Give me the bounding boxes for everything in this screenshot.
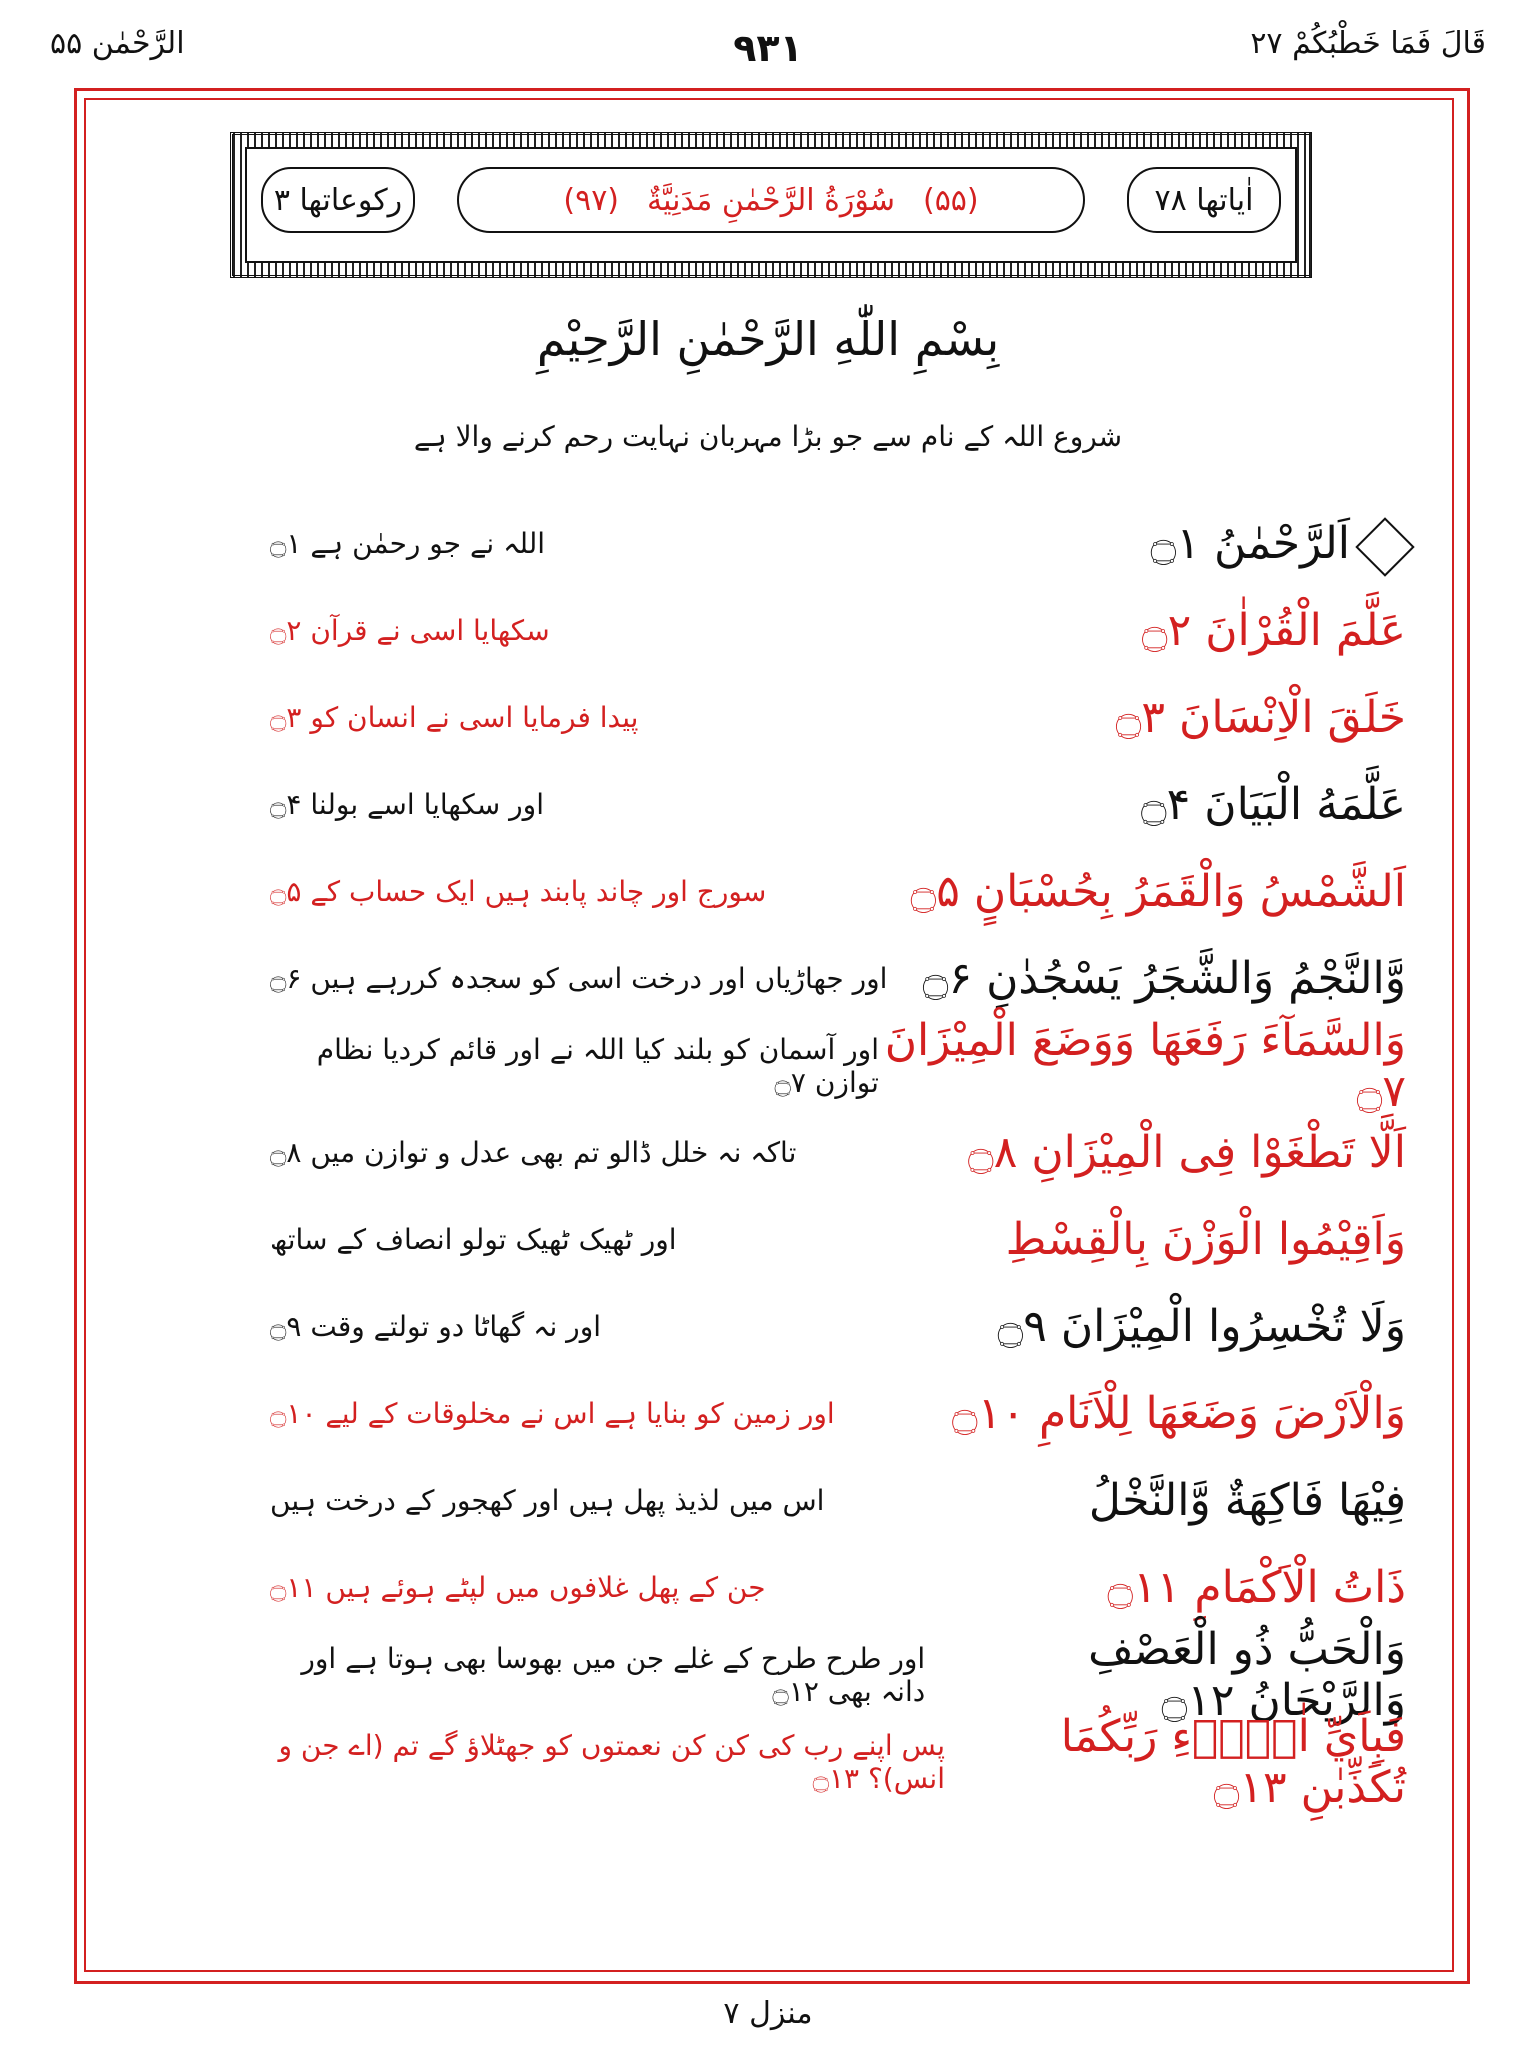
page-number: ۹۳۱ bbox=[733, 26, 803, 70]
verse-arabic: فِيْهَا فَاكِهَةٌ وَّالنَّخْلُ bbox=[1088, 1475, 1406, 1526]
verse-urdu: اور نہ گھاٹا دو تولتے وقت ۝۹ bbox=[270, 1310, 602, 1343]
verse-urdu: تاکہ نہ خلل ڈالو تم بھی عدل و توازن میں ۝۸ bbox=[270, 1136, 797, 1169]
verse-urdu: پیدا فرمایا اسی نے انسان کو ۝۳ bbox=[270, 701, 639, 734]
verse-urdu: اور طرح طرح کے غلے جن میں بھوسا بھی ہوتا ہے اور دانہ بھی ۝۱۲ bbox=[301, 1641, 926, 1708]
ruku-count-cartouche bbox=[261, 167, 415, 233]
verse-arabic: اَلشَّمْسُ وَالْقَمَرُ بِحُسْبَانٍ ۝۵ bbox=[910, 866, 1406, 917]
verse-row bbox=[100, 1544, 1436, 1631]
verse-urdu: پس اپنے رب کی کن کن نعمتوں کو جھٹلاؤ گے تم (اے جن و انس)؟ ۝۱۳ bbox=[278, 1728, 946, 1795]
ayat-count-cartouche bbox=[1127, 167, 1281, 233]
verse-arabic: عَلَّمَهُ الْبَيَانَ ۝۴ bbox=[1140, 779, 1406, 830]
verse-urdu: اور زمین کو بنایا ہے اس نے مخلوقات کے لیے ۝۱۰ bbox=[270, 1397, 835, 1430]
verse-urdu: اس میں لذیذ پھل ہیں اور کھجور کے درخت ہیں bbox=[270, 1484, 825, 1517]
verse-arabic: ذَاتُ الْاَكْمَامِ ۝۱۱ bbox=[1107, 1562, 1406, 1613]
rub-el-hizb-icon bbox=[1355, 517, 1414, 576]
verse-arabic: اَلرَّحْمٰنُ ۝۱ bbox=[1151, 518, 1436, 569]
surah-title: سُوْرَةُ الرَّحْمٰنِ مَدَنِيَّةٌ bbox=[647, 182, 895, 218]
verse-row bbox=[100, 674, 1436, 761]
verse-row bbox=[100, 1196, 1436, 1283]
verse-row bbox=[100, 500, 1436, 587]
bismillah: بِسْمِ اللّٰهِ الرَّحْمٰنِ الرَّحِيْمِ bbox=[536, 312, 1000, 366]
verse-arabic: وَالْحَبُّ ذُو الْعَصْفِ وَالرَّيْحَانُ ۝۱۲ bbox=[1088, 1623, 1406, 1726]
verse-arabic: وَاَقِيْمُوا الْوَزْنَ بِالْقِسْطِ bbox=[1005, 1214, 1406, 1265]
header-surah-name: الرَّحْمٰن ۵۵ bbox=[50, 26, 185, 61]
verse-urdu: اور ٹھیک ٹھیک تولو انصاف کے ساتھ bbox=[270, 1223, 677, 1256]
revelation-order: (۹۷) bbox=[563, 182, 620, 218]
verse-arabic: فَبِاَيِّ اٰلَاۤءِ رَبِّكُمَا تُكَذِّبٰنِ ۝۱۳ bbox=[1060, 1710, 1406, 1813]
verse-urdu: اور سکھایا اسے بولنا ۝۴ bbox=[270, 788, 544, 821]
verse-row bbox=[100, 1457, 1436, 1544]
verse-row bbox=[100, 587, 1436, 674]
verse-arabic: خَلَقَ الْاِنْسَانَ ۝۳ bbox=[1115, 692, 1406, 743]
verse-arabic: وَلَا تُخْسِرُوا الْمِيْزَانَ ۝۹ bbox=[997, 1301, 1406, 1352]
verse-list bbox=[100, 500, 1436, 1813]
verse-row bbox=[100, 848, 1436, 935]
surah-banner bbox=[230, 132, 1312, 278]
verse-row bbox=[100, 1014, 1436, 1117]
verse-row bbox=[100, 1623, 1436, 1726]
manzil-footer: منزل ۷ bbox=[723, 1996, 813, 2031]
verse-row bbox=[100, 1370, 1436, 1457]
verse-row bbox=[100, 761, 1436, 848]
ruku-count-label: رکوعاتھا ۳ bbox=[273, 182, 403, 218]
surah-title-cartouche bbox=[457, 167, 1085, 233]
verse-urdu: سورج اور چاند پابند ہیں ایک حساب کے ۝۵ bbox=[270, 875, 767, 908]
verse-arabic: وَالْاَرْضَ وَضَعَهَا لِلْاَنَامِ ۝۱۰ bbox=[951, 1388, 1406, 1439]
verse-arabic: اَلَّا تَطْغَوْا فِى الْمِيْزَانِ ۝۸ bbox=[967, 1127, 1406, 1178]
bismillah-translation: شروع اللہ کے نام سے جو بڑا مہربان نہایت رحم کرنے والا ہے bbox=[413, 420, 1123, 453]
banner-core bbox=[245, 147, 1297, 263]
verse-urdu: اور آسمان کو بلند کیا اللہ نے اور قائم کردیا نظام توازن ۝۷ bbox=[316, 1032, 879, 1099]
verse-urdu: اور جھاڑیاں اور درخت اسی کو سجدہ کررہے ہیں ۝۶ bbox=[270, 962, 888, 995]
verse-urdu: جن کے پھل غلافوں میں لپٹے ہوئے ہیں ۝۱۱ bbox=[270, 1571, 766, 1604]
verse-arabic: وَّالنَّجْمُ وَالشَّجَرُ يَسْجُدٰنِ ۝۶ bbox=[922, 953, 1406, 1004]
verse-arabic: وَالسَّمَآءَ رَفَعَهَا وَوَضَعَ الْمِيْزَانَ ۝۷ bbox=[884, 1014, 1406, 1117]
verse-arabic: عَلَّمَ الْقُرْاٰنَ ۝۲ bbox=[1141, 605, 1406, 656]
verse-row bbox=[100, 1109, 1436, 1196]
ayat-count-label: اٰیاتھا ۷۸ bbox=[1154, 182, 1254, 218]
verse-urdu: اللہ نے جو رحمٰن ہے ۝۱ bbox=[270, 527, 546, 560]
page-header bbox=[40, 26, 1496, 76]
surah-number: (۵۵) bbox=[922, 182, 979, 218]
verse-row bbox=[100, 935, 1436, 1022]
verse-row bbox=[100, 1710, 1436, 1813]
verse-row bbox=[100, 1283, 1436, 1370]
header-juz-name: قَالَ فَمَا خَطْبُکُمْ ۲۷ bbox=[1250, 26, 1486, 61]
verse-urdu: سکھایا اسی نے قرآن ۝۲ bbox=[270, 614, 550, 647]
